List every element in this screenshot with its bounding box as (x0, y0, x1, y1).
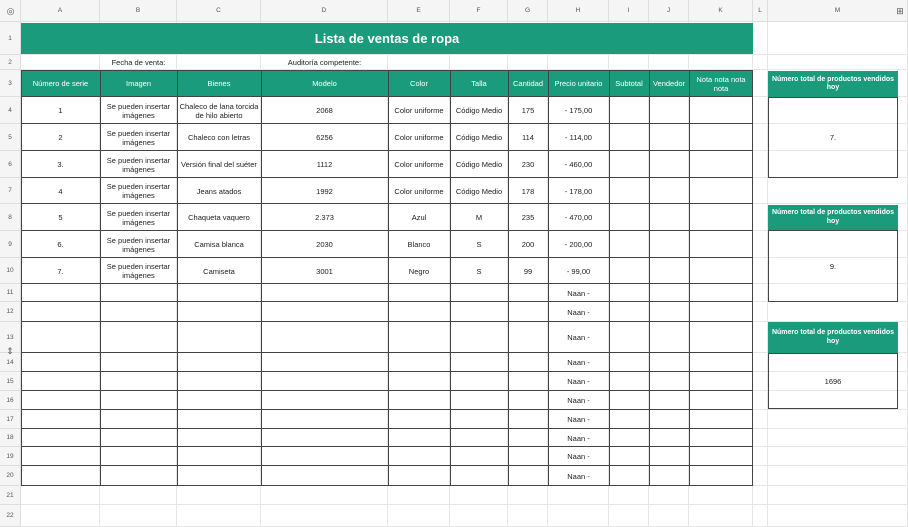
column-header-g[interactable]: G (508, 0, 548, 22)
table-cell-empty[interactable] (450, 322, 508, 353)
table-cell-empty[interactable] (689, 302, 753, 322)
table-cell-cantidad[interactable]: 178 (521, 186, 535, 196)
table-border (21, 485, 753, 486)
table-cell-precio[interactable]: Naan - (567, 396, 590, 405)
table-border (21, 70, 753, 71)
table-cell-empty[interactable] (609, 178, 649, 204)
row-header-12[interactable]: 12 (0, 302, 21, 322)
row-header-10[interactable]: 10 (0, 258, 21, 284)
table-cell-empty[interactable] (689, 447, 753, 466)
table-cell-empty[interactable] (508, 466, 548, 486)
row-header-15[interactable]: 15 (0, 372, 21, 391)
table-cell-empty[interactable] (609, 151, 649, 178)
table-cell-modelo[interactable]: 6256 (316, 133, 333, 142)
table-cell-talla[interactable]: M (475, 213, 483, 222)
table-cell-empty[interactable] (100, 466, 177, 486)
table-cell-empty[interactable] (649, 353, 689, 372)
table-cell-empty[interactable] (388, 410, 450, 429)
row-header-13[interactable]: 13 (0, 322, 21, 353)
table-cell-empty[interactable] (100, 322, 177, 353)
fecha-label[interactable]: Fecha de venta: (111, 58, 166, 67)
table-border (21, 123, 753, 124)
table-cell-empty[interactable] (609, 322, 649, 353)
table-cell-color[interactable]: Blanco (407, 240, 431, 249)
table-cell-imagen[interactable]: Se pueden insertar imágenes (106, 208, 171, 227)
table-cell-bienes[interactable]: Camiseta (203, 266, 235, 276)
table-border (21, 301, 753, 302)
table-cell-cantidad[interactable]: 235 (521, 213, 535, 222)
table-cell-empty[interactable] (508, 429, 548, 447)
table-cell-empty[interactable] (649, 447, 689, 466)
column-header-d[interactable]: D (261, 0, 388, 22)
table-border (548, 70, 549, 486)
table-border (689, 70, 690, 486)
summary-value[interactable]: 1696 (824, 376, 842, 386)
table-cell-color[interactable]: Color uniforme (394, 186, 444, 196)
table-cell-modelo[interactable]: 2068 (316, 106, 333, 115)
table-border (21, 96, 753, 97)
row-header-8[interactable]: 8 (0, 204, 21, 231)
table-header[interactable]: Vendedor (649, 70, 689, 97)
table-cell-empty[interactable] (450, 466, 508, 486)
table-cell-imagen[interactable]: Se pueden insertar imágenes (106, 128, 171, 147)
table-border (388, 70, 389, 486)
row-header-2[interactable]: 2 (0, 55, 21, 70)
table-cell-empty[interactable] (649, 391, 689, 410)
table-border (21, 321, 753, 322)
table-header[interactable]: Precio unitario (548, 70, 609, 97)
table-cell-empty[interactable] (508, 322, 548, 353)
table-cell-empty[interactable] (21, 302, 100, 322)
table-cell-cantidad[interactable]: 175 (521, 106, 535, 115)
table-cell-empty[interactable] (100, 372, 177, 391)
table-cell-serie[interactable]: 5 (58, 213, 63, 222)
table-header[interactable]: Modelo (261, 70, 388, 97)
table-cell-cantidad[interactable]: 230 (521, 160, 535, 169)
table-cell-modelo[interactable]: 3001 (316, 266, 333, 276)
table-cell-serie[interactable]: 7. (57, 266, 64, 276)
row-header-14[interactable]: 14 (0, 353, 21, 372)
table-cell-empty[interactable] (388, 353, 450, 372)
table-cell-modelo[interactable]: 2030 (316, 240, 333, 249)
table-header[interactable]: Bienes (177, 70, 261, 97)
table-cell-empty[interactable] (689, 97, 753, 124)
table-border (21, 352, 753, 353)
table-cell-empty[interactable] (649, 178, 689, 204)
table-cell-empty[interactable] (177, 447, 261, 466)
table-cell-empty[interactable] (450, 410, 508, 429)
table-cell-empty[interactable] (177, 410, 261, 429)
table-cell-empty[interactable] (649, 372, 689, 391)
table-cell-empty[interactable] (689, 178, 753, 204)
table-cell-empty[interactable] (21, 391, 100, 410)
table-cell-empty[interactable] (609, 391, 649, 410)
table-cell-serie[interactable]: 3. (57, 160, 64, 169)
table-cell-empty[interactable] (508, 302, 548, 322)
table-border (609, 70, 610, 486)
table-cell-imagen[interactable]: Se pueden insertar imágenes (106, 155, 171, 174)
table-cell-precio[interactable]: - 470,00 (564, 213, 593, 222)
table-cell-empty[interactable] (689, 124, 753, 151)
table-cell-modelo[interactable]: 2.373 (315, 213, 334, 222)
table-cell-empty[interactable] (609, 204, 649, 231)
table-cell-cantidad[interactable]: 200 (521, 240, 535, 249)
table-cell-empty[interactable] (177, 466, 261, 486)
table-cell-precio[interactable]: Naan - (567, 377, 590, 386)
summary-header[interactable]: Número total de productos vendidos hoy (768, 71, 898, 97)
row-header-17[interactable]: 17 (0, 410, 21, 429)
table-cell-bienes[interactable]: Chaleco de lana torcida de hilo abierto (179, 101, 259, 120)
table-cell-empty[interactable] (609, 258, 649, 284)
row-header-3[interactable]: 3 (0, 70, 21, 97)
table-cell-empty[interactable] (508, 284, 548, 302)
column-header-h[interactable]: H (548, 0, 609, 22)
table-cell-empty[interactable] (609, 97, 649, 124)
table-cell-empty[interactable] (388, 284, 450, 302)
table-cell-empty[interactable] (100, 391, 177, 410)
table-cell-empty[interactable] (609, 284, 649, 302)
table-header[interactable]: Nota nota nota nota (689, 70, 753, 97)
table-cell-empty[interactable] (388, 302, 450, 322)
table-cell-empty[interactable] (177, 372, 261, 391)
table-cell-empty[interactable] (177, 302, 261, 322)
table-cell-empty[interactable] (261, 302, 388, 322)
table-cell-bienes[interactable]: Camisa blanca (194, 240, 244, 249)
table-cell-empty[interactable] (649, 302, 689, 322)
table-cell-color[interactable]: Color uniforme (394, 160, 444, 169)
table-cell-empty[interactable] (261, 284, 388, 302)
table-border (21, 283, 753, 284)
table-cell-empty[interactable] (689, 391, 753, 410)
table-cell-imagen[interactable]: Se pueden insertar imágenes (106, 101, 171, 120)
table-cell-precio[interactable]: Naan - (567, 333, 590, 342)
table-cell-precio[interactable]: Naan - (567, 471, 590, 481)
table-cell-serie[interactable]: 1 (58, 106, 63, 115)
table-cell-empty[interactable] (261, 429, 388, 447)
table-cell-empty[interactable] (21, 284, 100, 302)
table-border (21, 409, 753, 410)
table-border (21, 230, 753, 231)
table-cell-empty[interactable] (689, 204, 753, 231)
table-cell-empty[interactable] (689, 372, 753, 391)
table-cell-empty[interactable] (689, 151, 753, 178)
table-cell-empty[interactable] (177, 284, 261, 302)
table-cell-empty[interactable] (689, 410, 753, 429)
table-border (21, 150, 753, 151)
table-cell-empty[interactable] (21, 447, 100, 466)
table-border (649, 70, 650, 486)
table-cell-empty[interactable] (508, 391, 548, 410)
table-cell-empty[interactable] (609, 124, 649, 151)
table-cell-talla[interactable]: S (476, 240, 482, 249)
table-cell-empty[interactable] (689, 231, 753, 258)
table-cell-empty[interactable] (450, 302, 508, 322)
table-cell-empty[interactable] (609, 429, 649, 447)
table-cell-empty[interactable] (100, 429, 177, 447)
table-cell-imagen[interactable]: Se pueden insertar imágenes (106, 262, 171, 280)
table-cell-empty[interactable] (100, 447, 177, 466)
table-cell-serie[interactable]: 2 (58, 133, 63, 142)
table-border (21, 257, 753, 258)
table-cell-empty[interactable] (21, 353, 100, 372)
table-border (21, 390, 753, 391)
table-cell-empty[interactable] (100, 302, 177, 322)
table-cell-precio[interactable]: Naan - (567, 452, 590, 461)
summary-header[interactable]: Número total de productos vendidos hoy (768, 205, 898, 230)
table-cell-empty[interactable] (689, 258, 753, 284)
table-cell-precio[interactable]: Naan - (567, 415, 590, 424)
table-cell-talla[interactable]: Código Medio (455, 106, 503, 115)
table-cell-empty[interactable] (649, 322, 689, 353)
table-cell-empty[interactable] (649, 284, 689, 302)
column-header-l[interactable]: L (753, 0, 768, 22)
column-header-e[interactable]: E (388, 0, 450, 22)
table-border (21, 203, 753, 204)
table-cell-empty[interactable] (100, 284, 177, 302)
table-cell-empty[interactable] (649, 97, 689, 124)
row-header-19[interactable]: 19 (0, 447, 21, 466)
table-cell-empty[interactable] (261, 322, 388, 353)
table-cell-empty[interactable] (649, 204, 689, 231)
table-cell-color[interactable]: Negro (408, 266, 430, 276)
table-cell-precio[interactable]: Naan - (567, 358, 590, 367)
table-cell-empty[interactable] (261, 447, 388, 466)
table-header[interactable]: Imagen (100, 70, 177, 97)
table-cell-empty[interactable] (508, 447, 548, 466)
table-cell-empty[interactable] (21, 322, 100, 353)
table-cell-empty[interactable] (21, 429, 100, 447)
table-cell-modelo[interactable]: 1992 (316, 186, 333, 196)
table-cell-precio[interactable]: - 200,00 (564, 240, 593, 249)
table-cell-empty[interactable] (689, 284, 753, 302)
table-cell-empty[interactable] (261, 466, 388, 486)
table-cell-color[interactable]: Azul (411, 213, 427, 222)
freeze-panes-icon[interactable]: ⊞ (896, 5, 904, 16)
table-cell-talla[interactable]: Código Medio (455, 186, 503, 196)
table-cell-empty[interactable] (21, 372, 100, 391)
table-cell-empty[interactable] (609, 372, 649, 391)
table-cell-empty[interactable] (261, 391, 388, 410)
table-border (100, 70, 101, 486)
table-cell-empty[interactable] (609, 466, 649, 486)
row-header-6[interactable]: 6 (0, 151, 21, 178)
table-cell-empty[interactable] (450, 284, 508, 302)
table-cell-bienes[interactable]: Chaleco con letras (187, 133, 251, 142)
table-cell-empty[interactable] (508, 372, 548, 391)
table-cell-empty[interactable] (609, 302, 649, 322)
table-border (21, 465, 753, 466)
summary-header[interactable]: Número total de productos vendidos hoy (768, 322, 898, 353)
table-cell-talla[interactable]: Código Medio (455, 160, 503, 169)
table-border (21, 70, 22, 486)
table-cell-modelo[interactable]: 1112 (316, 160, 333, 169)
table-border (261, 70, 262, 486)
table-cell-empty[interactable] (609, 410, 649, 429)
table-cell-empty[interactable] (450, 353, 508, 372)
table-cell-empty[interactable] (177, 322, 261, 353)
table-cell-empty[interactable] (21, 410, 100, 429)
table-cell-empty[interactable] (100, 410, 177, 429)
sheet-title[interactable]: Lista de ventas de ropa (21, 23, 753, 54)
table-cell-cantidad[interactable]: 114 (522, 133, 534, 142)
table-cell-precio[interactable]: - 178,00 (564, 186, 593, 196)
row-header-20[interactable]: 20 (0, 466, 21, 486)
table-cell-empty[interactable] (388, 466, 450, 486)
table-border (508, 70, 509, 486)
table-cell-empty[interactable] (689, 429, 753, 447)
row-header-5[interactable]: 5 (0, 124, 21, 151)
table-border (752, 70, 753, 486)
table-border (177, 70, 178, 486)
row-header-11[interactable]: 11 (0, 284, 21, 302)
column-header-f[interactable]: F (450, 0, 508, 22)
table-cell-talla[interactable]: S (476, 266, 482, 276)
table-cell-empty[interactable] (388, 429, 450, 447)
eye-icon[interactable]: ◎ (6, 5, 15, 16)
table-cell-precio[interactable]: - 175,00 (564, 106, 593, 115)
table-cell-empty[interactable] (388, 391, 450, 410)
table-cell-color[interactable]: Color uniforme (394, 106, 444, 115)
table-cell-precio[interactable]: - 99,00 (566, 266, 591, 276)
table-cell-empty[interactable] (21, 466, 100, 486)
table-cell-empty[interactable] (388, 447, 450, 466)
table-cell-serie[interactable]: 4 (58, 186, 63, 196)
row-header-9[interactable]: 9 (0, 231, 21, 258)
column-header-m[interactable]: M (768, 0, 908, 22)
table-cell-empty[interactable] (689, 353, 753, 372)
row-header-4[interactable]: 4 (0, 97, 21, 124)
table-cell-empty[interactable] (649, 429, 689, 447)
table-cell-imagen[interactable]: Se pueden insertar imágenes (106, 182, 171, 200)
table-cell-bienes[interactable]: Chaqueta vaquero (188, 213, 250, 222)
table-cell-empty[interactable] (388, 372, 450, 391)
table-header[interactable]: Talla (450, 70, 508, 97)
table-cell-empty[interactable] (508, 410, 548, 429)
column-header-a[interactable]: A (21, 0, 100, 22)
table-cell-precio[interactable]: Naan - (567, 433, 590, 443)
column-header-b[interactable]: B (100, 0, 177, 22)
table-header[interactable]: Color (388, 70, 450, 97)
table-cell-bienes[interactable]: Jeans atados (196, 186, 242, 196)
table-cell-bienes[interactable]: Versión final del suéter (181, 160, 257, 169)
auditoria-label[interactable]: Auditoría competente: (287, 58, 362, 67)
table-cell-talla[interactable]: Código Medio (455, 133, 503, 142)
table-cell-empty[interactable] (450, 391, 508, 410)
table-cell-imagen[interactable]: Se pueden insertar imágenes (106, 235, 171, 254)
table-cell-empty[interactable] (649, 231, 689, 258)
table-cell-empty[interactable] (450, 372, 508, 391)
table-cell-empty[interactable] (649, 466, 689, 486)
table-cell-empty[interactable] (609, 447, 649, 466)
summary-value[interactable]: 7. (829, 133, 837, 142)
row-header-1[interactable]: 1 (0, 22, 21, 55)
table-cell-serie[interactable]: 6. (57, 240, 64, 249)
row-header-18[interactable]: 18 (0, 429, 21, 447)
table-border (21, 446, 753, 447)
table-header[interactable]: Cantidad (508, 70, 548, 97)
row-header-7[interactable]: 7 (0, 178, 21, 204)
column-header-c[interactable]: C (177, 0, 261, 22)
table-cell-precio[interactable]: - 460,00 (564, 160, 593, 169)
table-cell-empty[interactable] (609, 231, 649, 258)
table-border (450, 70, 451, 486)
table-cell-precio[interactable]: Naan - (567, 288, 590, 298)
table-cell-empty[interactable] (388, 322, 450, 353)
table-cell-empty[interactable] (649, 410, 689, 429)
table-cell-empty[interactable] (689, 322, 753, 353)
table-cell-empty[interactable] (261, 353, 388, 372)
table-header[interactable]: Subtotal (609, 70, 649, 97)
table-cell-empty[interactable] (100, 353, 177, 372)
table-cell-color[interactable]: Color uniforme (394, 133, 444, 142)
table-cell-empty[interactable] (649, 124, 689, 151)
table-cell-cantidad[interactable]: 99 (523, 266, 533, 276)
table-cell-empty[interactable] (177, 391, 261, 410)
table-cell-empty[interactable] (649, 258, 689, 284)
table-cell-empty[interactable] (261, 410, 388, 429)
table-cell-empty[interactable] (450, 447, 508, 466)
row-header-22[interactable]: 22 (0, 505, 21, 527)
table-cell-empty[interactable] (649, 151, 689, 178)
column-header-k[interactable]: K (689, 0, 753, 22)
column-header-i[interactable]: I (609, 0, 649, 22)
grid-line (21, 504, 908, 505)
table-border (21, 428, 753, 429)
table-cell-empty[interactable] (177, 429, 261, 447)
row-header-16[interactable]: 16 (0, 391, 21, 410)
table-cell-precio[interactable]: Naan - (567, 307, 590, 317)
table-cell-precio[interactable]: - 114,00 (565, 133, 592, 142)
column-header-j[interactable]: J (649, 0, 689, 22)
table-border (21, 371, 753, 372)
table-cell-empty[interactable] (689, 466, 753, 486)
table-header[interactable]: Número de serie (21, 70, 100, 97)
table-cell-empty[interactable] (261, 372, 388, 391)
table-cell-empty[interactable] (450, 429, 508, 447)
summary-value[interactable]: 9. (829, 261, 837, 271)
row-resize-icon[interactable]: ⇕ (6, 345, 14, 356)
table-border (21, 177, 753, 178)
table-cell-empty[interactable] (177, 353, 261, 372)
table-cell-empty[interactable] (508, 353, 548, 372)
row-header-21[interactable]: 21 (0, 486, 21, 505)
table-cell-empty[interactable] (609, 353, 649, 372)
